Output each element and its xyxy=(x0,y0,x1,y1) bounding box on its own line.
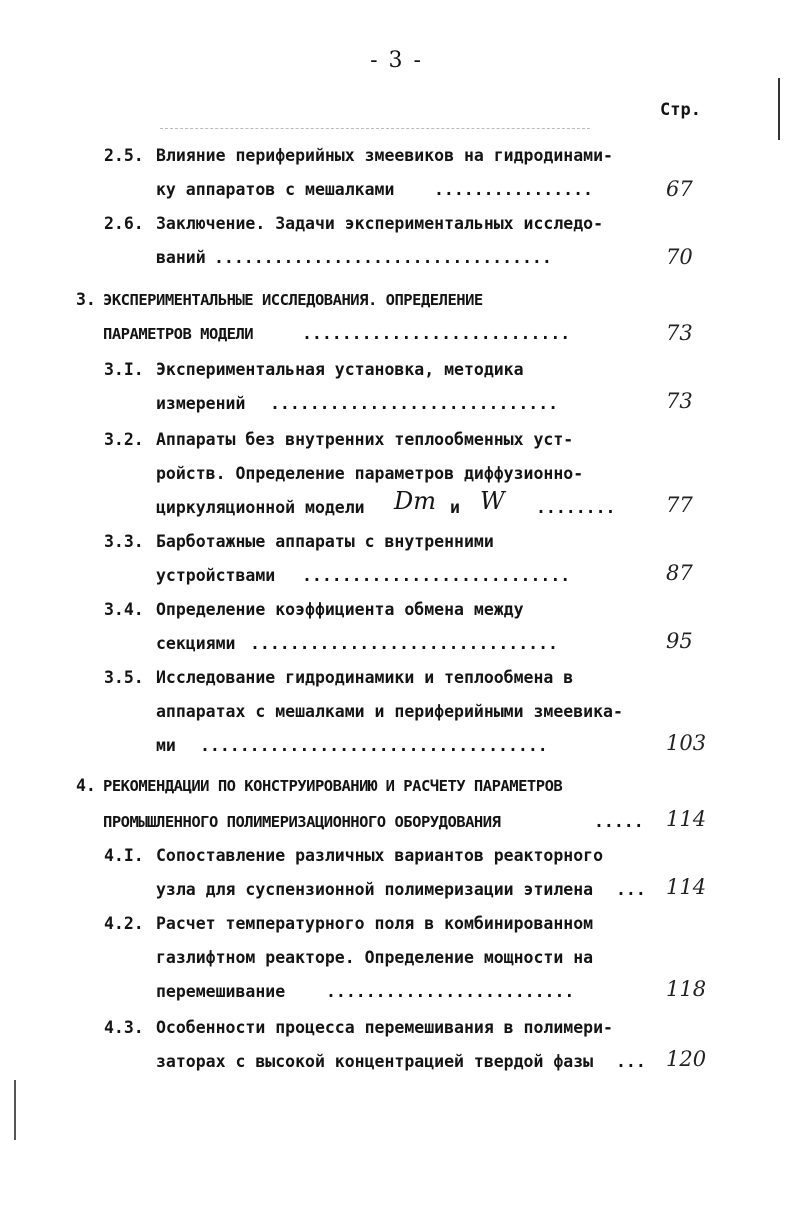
page-ref: 70 xyxy=(666,245,693,269)
page-ref: 73 xyxy=(666,321,693,345)
page-ref: 87 xyxy=(666,561,693,585)
leader-dots: ................ xyxy=(434,180,593,199)
leader-dots: ..... xyxy=(594,812,644,831)
leader-dots: ........................... xyxy=(302,324,571,343)
conjunction-text: и xyxy=(450,498,460,517)
entry-title-line: устройствами xyxy=(156,566,276,585)
page-ref: 77 xyxy=(666,493,693,517)
leader-dots: .................................. xyxy=(214,248,552,267)
entry-number: 2.5. xyxy=(104,146,144,165)
page-ref: 120 xyxy=(666,1047,707,1071)
entry-title-line: заторах с высокой концентрацией твердой фазы xyxy=(156,1052,594,1071)
entry-title-line: ку аппаратов с мешалками xyxy=(156,180,395,199)
leader-dots: ........................... xyxy=(302,566,571,585)
margin-line xyxy=(14,1080,16,1140)
leader-dots: ................................... xyxy=(200,736,548,755)
entry-title-line: ми xyxy=(156,736,176,755)
leader-dots: ........ xyxy=(536,498,616,517)
math-symbol-w: W xyxy=(480,487,505,515)
page-ref: 73 xyxy=(666,389,693,413)
page-column-header: Стр. xyxy=(660,100,701,120)
entry-title-line: секциями xyxy=(156,634,236,653)
entry-number: 4.I. xyxy=(104,846,144,865)
entry-title-line: ваний xyxy=(156,248,206,267)
entry-title-line: перемешивание xyxy=(156,982,286,1001)
entry-number: 3.2. xyxy=(104,430,144,449)
entry-title-line: Определение коэффициента обмена между xyxy=(156,600,524,619)
entry-title-line: Аппараты без внутренних теплообменных уст- xyxy=(156,430,574,449)
page-ref: 118 xyxy=(666,977,707,1001)
entry-number: 3.3. xyxy=(104,532,144,551)
entry-title-line: Экспериментальная установка, методика xyxy=(156,360,524,379)
entry-title-line: узла для суспензионной полимеризации этилена xyxy=(156,880,594,899)
entry-title-line: Барботажные аппараты с внутренними xyxy=(156,532,494,551)
leader-dots: ... xyxy=(616,880,646,899)
entry-title-line: ПРОМЫШЛЕННОГО ПОЛИМЕРИЗАЦИОННОГО ОБОРУДОВАНИЯ xyxy=(103,813,501,831)
leader-dots: ............................. xyxy=(270,394,559,413)
entry-title-line: аппаратах с мешалками и периферийными змеевика- xyxy=(156,702,623,721)
entry-number: 3. xyxy=(76,290,96,309)
page-ref: 103 xyxy=(666,731,707,755)
page-ref: 114 xyxy=(666,875,707,899)
entry-title-line: ПАРАМЕТРОВ МОДЕЛИ xyxy=(103,325,254,343)
scan-artifact xyxy=(160,128,590,130)
margin-line xyxy=(778,78,780,140)
entry-number: 3.5. xyxy=(104,668,144,687)
entry-number: 4. xyxy=(76,776,96,795)
entry-title-line: циркуляционной модели xyxy=(156,498,365,517)
math-symbol-dt: Dт xyxy=(394,487,436,515)
entry-title-line: измерений xyxy=(156,394,246,413)
page-ref: 95 xyxy=(666,629,693,653)
entry-title-line: ЭКСПЕРИМЕНТАЛЬНЫЕ ИССЛЕДОВАНИЯ. ОПРЕДЕЛЕНИЕ xyxy=(103,291,483,309)
entry-title-line: Сопоставление различных вариантов реакторного xyxy=(156,846,604,865)
entry-number: 4.2. xyxy=(104,914,144,933)
leader-dots: ......................... xyxy=(326,982,575,1001)
page-ref: 114 xyxy=(666,807,707,831)
entry-number: 3.I. xyxy=(104,360,144,379)
entry-number: 2.6. xyxy=(104,214,144,233)
page-ref: 67 xyxy=(666,177,693,201)
page-number: - 3 - xyxy=(370,48,423,73)
entry-title-line: Влияние периферийных змеевиков на гидродинами- xyxy=(156,146,613,165)
entry-title-line: ройств. Определение параметров диффузионно- xyxy=(156,464,584,483)
entry-number: 4.3. xyxy=(104,1018,144,1037)
entry-title-line: Расчет температурного поля в комбинированном xyxy=(156,914,594,933)
entry-title-line: Особенности процесса перемешивания в полимери- xyxy=(156,1018,613,1037)
entry-number: 3.4. xyxy=(104,600,144,619)
entry-title-line: Исследование гидродинамики и теплообмена в xyxy=(156,668,574,687)
leader-dots: ............................... xyxy=(250,634,558,653)
leader-dots: ... xyxy=(616,1052,646,1071)
entry-title-line: Заключение. Задачи экспериментальных исследо- xyxy=(156,214,604,233)
entry-title-line: газлифтном реакторе. Определение мощности на xyxy=(156,948,594,967)
entry-title-line: РЕКОМЕНДАЦИИ ПО КОНСТРУИРОВАНИЮ И РАСЧЕТУ ПАРАМЕТРОВ xyxy=(103,777,563,795)
